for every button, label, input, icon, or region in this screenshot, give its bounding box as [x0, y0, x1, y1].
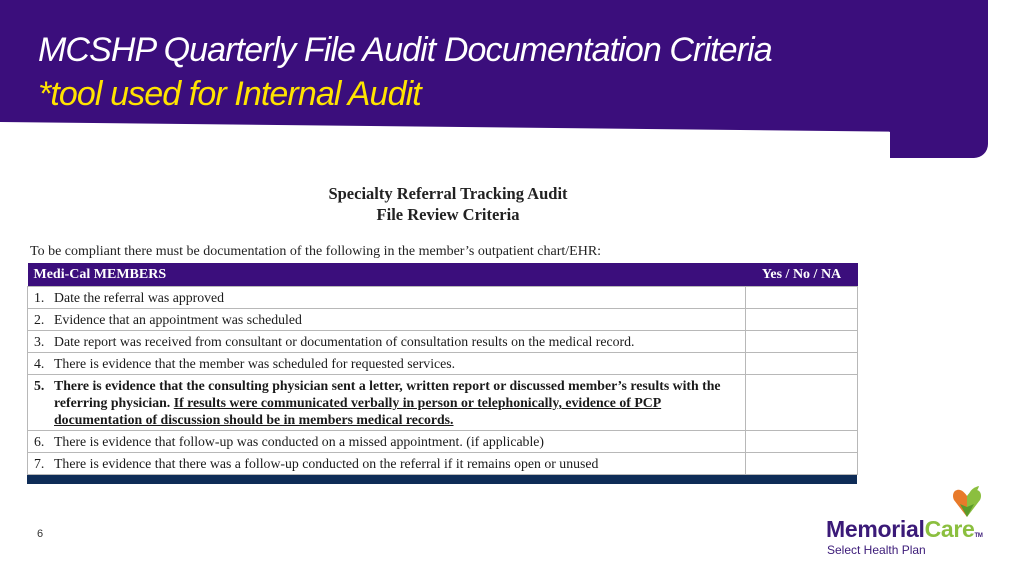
row-number: 7. [34, 456, 45, 471]
table-row [28, 353, 858, 375]
title-line1: MCSHP Quarterly File Audit Documentation Criteria [38, 31, 772, 69]
row-text: There is evidence that the consulting physician sent a letter, written report or discussed member’s results with the referring physician. [54, 378, 721, 410]
slide-title [38, 28, 772, 116]
row-text: There is evidence that the member was scheduled for requested services. [54, 356, 456, 371]
heart-leaf-icon [952, 486, 982, 518]
answer-cell[interactable] [746, 353, 858, 375]
title-line2: *tool used for Internal Audit [38, 75, 421, 113]
logo-wordmark [826, 516, 983, 543]
answer-cell[interactable] [746, 309, 858, 331]
table-row [28, 453, 858, 475]
document-heading-line2: File Review Criteria [376, 205, 520, 224]
row-number: 5. [34, 378, 45, 393]
table-row [28, 431, 858, 453]
logo-word-memorial: Memorial [826, 516, 925, 542]
row-emphasis: If results were communicated verbally in person or telephonically, evidence of PCP documentation of discussion should be in members medical records. [54, 395, 662, 427]
row-text: Evidence that an appointment was scheduled [54, 312, 302, 327]
answer-cell[interactable] [746, 331, 858, 353]
table-row [28, 309, 858, 331]
table-header-row [28, 263, 858, 287]
memorialcare-logo [826, 486, 1016, 566]
logo-subtitle: Select Health Plan [827, 543, 926, 557]
row-text: There is evidence that follow-up was conducted on a missed appointment. (if applicable) [54, 434, 545, 449]
row-number: 1. [34, 290, 45, 305]
answer-cell[interactable] [746, 453, 858, 475]
answer-cell[interactable] [746, 287, 858, 309]
row-number: 3. [34, 334, 45, 349]
page-number: 6 [37, 528, 44, 540]
table-row [28, 287, 858, 309]
audit-table [27, 263, 857, 484]
row-text: Date the referral was approved [54, 290, 225, 305]
row-text: There is evidence that there was a follow-up conducted on the referral if it remains open or unused [54, 456, 599, 471]
answer-cell[interactable] [746, 375, 858, 431]
logo-word-care: Care [924, 516, 975, 542]
document-heading [248, 183, 648, 225]
table-row [28, 331, 858, 353]
logo-trademark: TM [974, 533, 983, 539]
table-row [28, 375, 858, 431]
row-number: 2. [34, 312, 45, 327]
column-header-criteria: Medi-Cal MEMBERS [28, 263, 746, 287]
document-heading-line1: Specialty Referral Tracking Audit [328, 184, 568, 203]
row-number: 6. [34, 434, 45, 449]
row-number: 4. [34, 356, 45, 371]
answer-cell[interactable] [746, 431, 858, 453]
column-header-answer: Yes / No / NA [746, 263, 858, 287]
table-footer-bar [27, 475, 857, 484]
row-text: Date report was received from consultant or documentation of consultation results on the medical record. [54, 334, 635, 349]
compliance-intro: To be compliant there must be documentation of the following in the member’s outpatient chart/EHR: [30, 244, 602, 259]
